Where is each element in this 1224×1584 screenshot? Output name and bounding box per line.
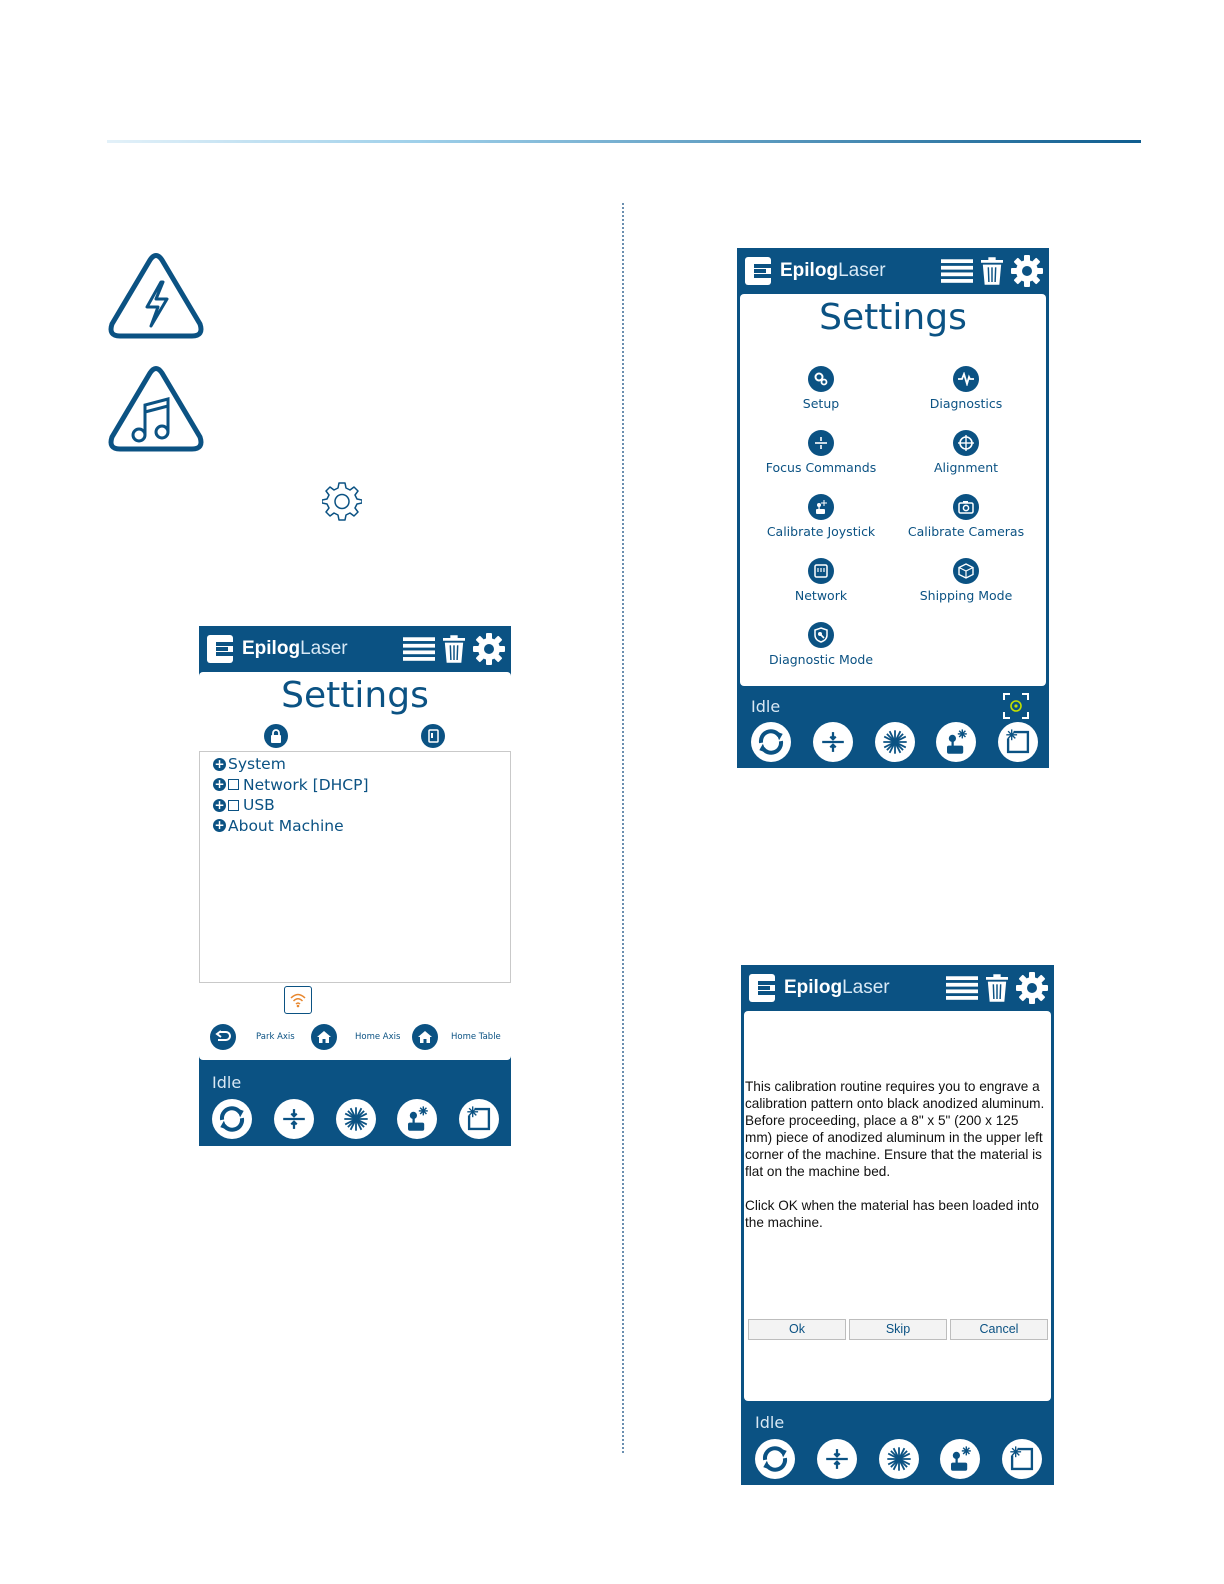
menu-label: Diagnostics <box>929 396 1003 411</box>
menu-diagnostics[interactable] <box>891 366 1041 411</box>
tree-item-usb[interactable] <box>213 795 510 816</box>
lock-icon[interactable] <box>264 724 288 748</box>
refresh-button[interactable] <box>212 1099 252 1139</box>
epilog-logo-icon <box>749 974 775 1002</box>
trash-icon[interactable] <box>981 256 1003 286</box>
menu-label: Calibrate Cameras <box>907 524 1025 539</box>
trash-icon[interactable] <box>986 973 1008 1003</box>
network-icon <box>808 558 834 584</box>
expand-icon[interactable]: + <box>214 756 225 771</box>
focus-button[interactable] <box>817 1439 857 1479</box>
machine-status: Idle <box>212 1073 242 1092</box>
app-header <box>741 965 1054 1011</box>
expand-icon[interactable]: + <box>214 818 225 833</box>
usb-icon <box>228 800 239 811</box>
setup-icon <box>808 366 834 392</box>
home-table-label: Home Table <box>451 1032 501 1042</box>
brand-name: EpilogLaser <box>242 638 348 659</box>
menu-focus-commands[interactable] <box>746 430 896 475</box>
tree-item-about[interactable] <box>213 816 510 837</box>
machine-status: Idle <box>751 697 781 716</box>
lightning-bolt-warning-icon <box>106 252 206 342</box>
tree-item-network[interactable] <box>213 775 510 796</box>
menu-label: Setup <box>802 396 840 411</box>
frame-button[interactable] <box>1002 1439 1042 1479</box>
focus-icon <box>808 430 834 456</box>
menu-label: Calibrate Joystick <box>766 524 876 539</box>
skip-button[interactable]: Skip <box>849 1319 947 1340</box>
frame-button[interactable] <box>998 722 1038 762</box>
joystick-icon <box>808 494 834 520</box>
joystick-button[interactable] <box>936 722 976 762</box>
joystick-button[interactable] <box>397 1099 437 1139</box>
joystick-button[interactable] <box>940 1439 980 1479</box>
tree-item-label: Network [DHCP] <box>243 775 369 794</box>
tree-item-label: System <box>228 755 286 774</box>
app-header <box>737 248 1049 294</box>
refresh-button[interactable] <box>755 1439 795 1479</box>
job-list-icon[interactable] <box>403 637 435 662</box>
diagnostics-icon <box>953 366 979 392</box>
gear-icon <box>322 481 362 521</box>
menu-label: Alignment <box>933 460 999 475</box>
tree-item-system[interactable] <box>213 754 510 775</box>
menu-label: Shipping Mode <box>919 588 1013 603</box>
home-axis-button[interactable] <box>311 1024 337 1050</box>
menu-label: Focus Commands <box>765 460 877 475</box>
frame-button[interactable] <box>459 1099 499 1139</box>
calibration-message <box>745 1078 1047 1248</box>
menu-label: Diagnostic Mode <box>768 652 874 667</box>
bottom-toolbar <box>751 722 1038 762</box>
column-divider <box>622 203 624 1453</box>
laser-button[interactable] <box>875 722 915 762</box>
settings-tree <box>199 751 511 983</box>
focus-button[interactable] <box>274 1099 314 1139</box>
settings-screen-tree <box>199 626 511 1146</box>
job-list-icon[interactable] <box>941 259 973 284</box>
brand-name: EpilogLaser <box>780 260 886 281</box>
message-paragraph: This calibration routine requires you to engrave a calibration pattern onto black anodized aluminum. Before proceeding, place a 8" x 5" (200 x 125 mm) piece of anodized aluminum in the upper left corner of the machine. Ensure that the material is flat on the machine bed. <box>745 1079 1045 1179</box>
menu-label: Network <box>794 588 848 603</box>
page-title: Settings <box>819 297 967 338</box>
dialog-body <box>744 1011 1051 1401</box>
park-axis-label: Park Axis <box>256 1032 295 1042</box>
message-paragraph: Click OK when the material has been loaded into the machine. <box>745 1198 1039 1230</box>
epilog-logo-icon <box>207 635 233 663</box>
settings-screen-menu <box>737 248 1049 768</box>
menu-diagnostic-mode[interactable] <box>746 622 896 667</box>
bottom-toolbar <box>212 1099 499 1139</box>
park-axis-button[interactable] <box>210 1024 236 1050</box>
bottom-toolbar <box>755 1439 1042 1479</box>
camera-target-icon[interactable] <box>1003 693 1029 719</box>
wifi-icon[interactable] <box>284 986 312 1014</box>
usb-drive-icon[interactable] <box>421 724 445 748</box>
machine-status: Idle <box>755 1413 785 1432</box>
trash-icon[interactable] <box>443 634 465 664</box>
laser-button[interactable] <box>879 1439 919 1479</box>
menu-alignment[interactable] <box>891 430 1041 475</box>
settings-gear-icon[interactable] <box>1016 972 1048 1004</box>
menu-setup[interactable] <box>746 366 896 411</box>
home-axis-label: Home Axis <box>355 1032 401 1042</box>
cancel-button[interactable]: Cancel <box>950 1319 1048 1340</box>
settings-gear-icon[interactable] <box>1011 255 1043 287</box>
menu-shipping-mode[interactable] <box>891 558 1041 603</box>
expand-icon[interactable]: + <box>214 777 225 792</box>
settings-gear-icon[interactable] <box>473 633 505 665</box>
expand-icon[interactable]: + <box>214 797 225 812</box>
header-rule <box>107 140 1141 143</box>
menu-calibrate-joystick[interactable] <box>746 494 896 539</box>
tree-item-label: USB <box>243 796 275 815</box>
screen-body <box>199 672 511 1060</box>
home-table-button[interactable] <box>412 1024 438 1050</box>
calibration-dialog-screen <box>741 965 1054 1485</box>
epilog-logo-icon <box>745 257 771 285</box>
menu-network[interactable] <box>746 558 896 603</box>
refresh-button[interactable] <box>751 722 791 762</box>
shipping-icon <box>953 558 979 584</box>
laser-button[interactable] <box>336 1099 376 1139</box>
screen-body <box>740 294 1046 686</box>
alignment-icon <box>953 430 979 456</box>
camera-icon <box>953 494 979 520</box>
job-list-icon[interactable] <box>946 976 978 1001</box>
focus-button[interactable] <box>813 722 853 762</box>
network-icon <box>228 779 239 790</box>
ok-button[interactable]: Ok <box>748 1319 846 1340</box>
page-title: Settings <box>281 675 429 716</box>
menu-calibrate-cameras[interactable] <box>891 494 1041 539</box>
tree-item-label: About Machine <box>228 816 344 835</box>
music-note-warning-icon <box>106 365 206 455</box>
diagnostic-mode-icon <box>808 622 834 648</box>
brand-name: EpilogLaser <box>784 977 890 998</box>
app-header <box>199 626 511 672</box>
